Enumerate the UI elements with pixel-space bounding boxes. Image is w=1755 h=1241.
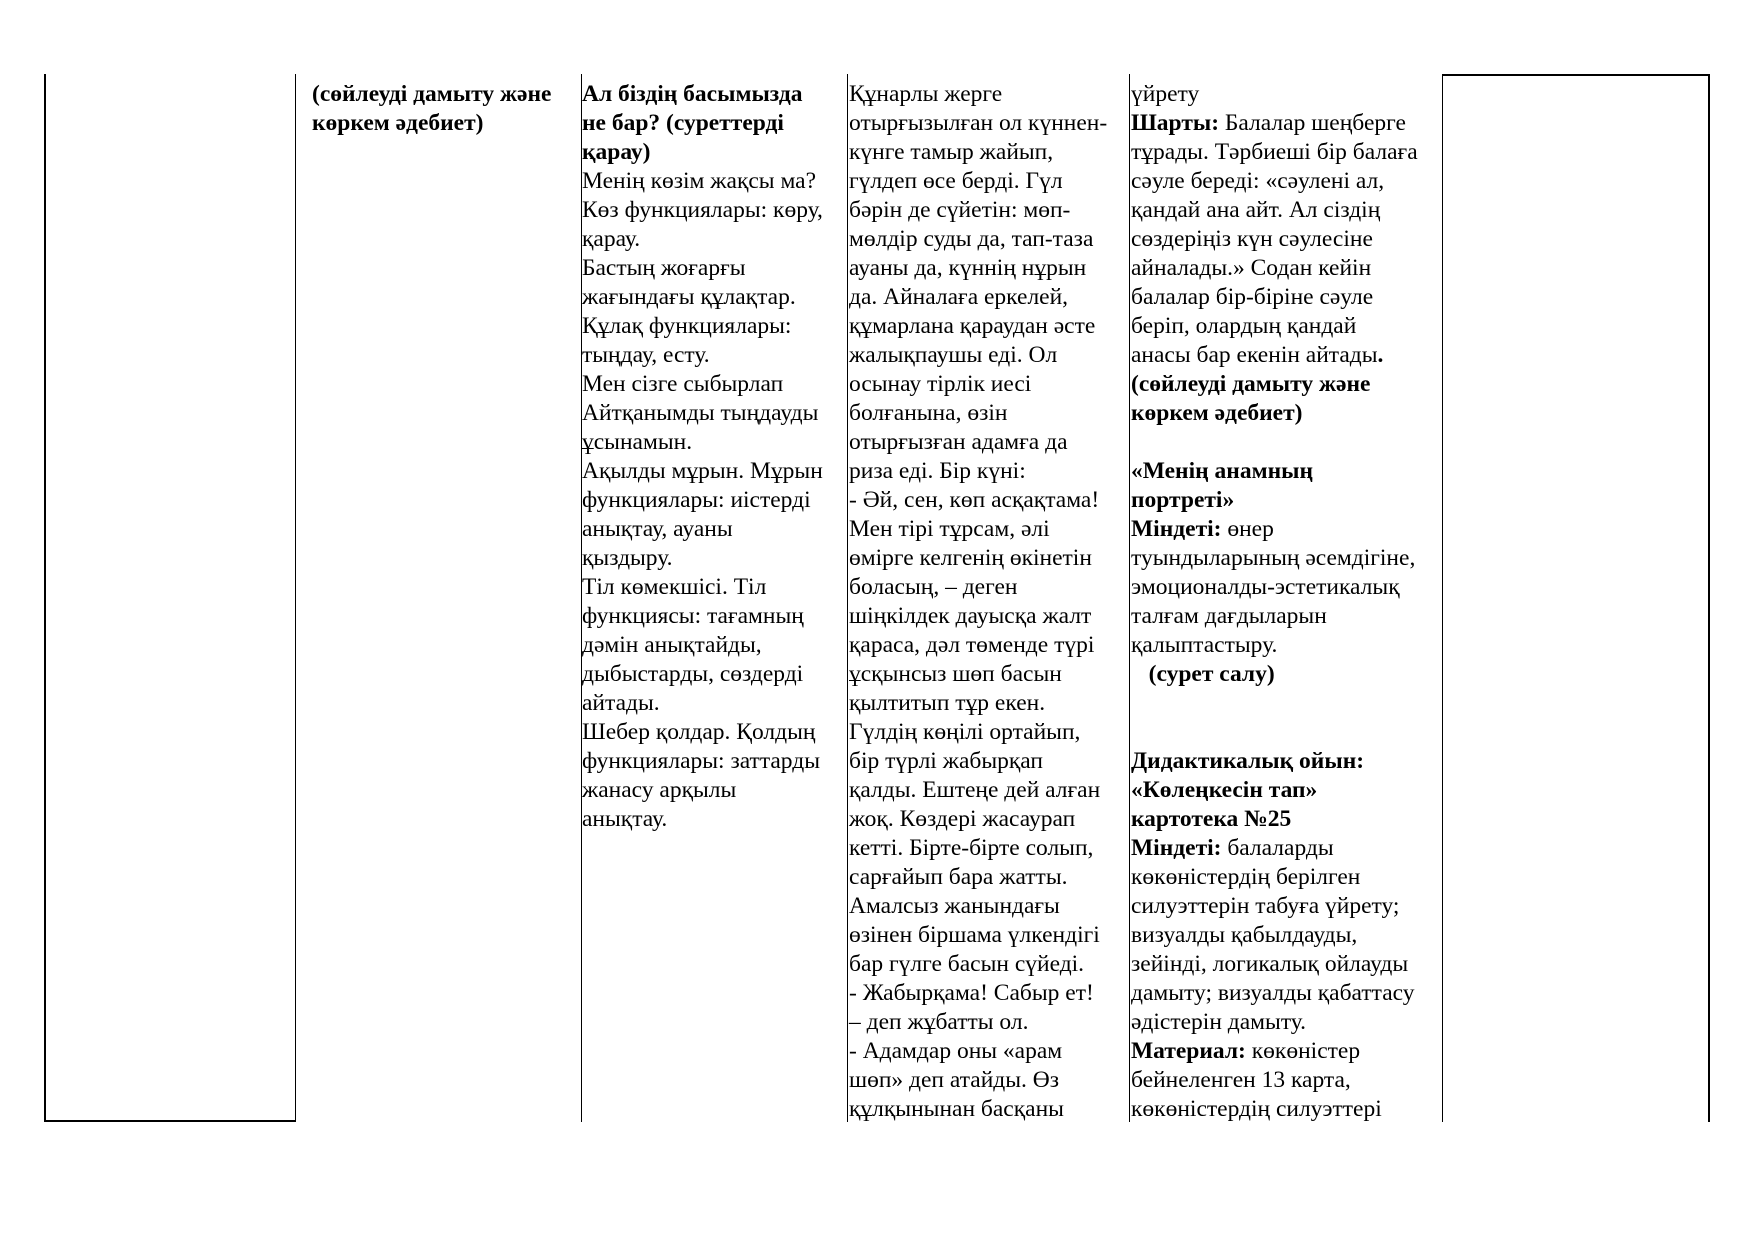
text-line: осынау тірлік иесі bbox=[849, 371, 1032, 397]
text-line: отырғызылған ол күннен- bbox=[849, 110, 1108, 136]
text-line: үйрету bbox=[1131, 81, 1200, 107]
text-line: Бастың жоғарғы bbox=[582, 255, 746, 281]
table-cell-games bbox=[1131, 80, 1418, 1124]
text-line: «Көлеңкесін тап» bbox=[1131, 777, 1318, 803]
text-run: анасы бар екенін айтады bbox=[1131, 342, 1378, 368]
text-line: қалды. Ештеңе дей алған bbox=[849, 777, 1101, 803]
text-line: гүлдеп өсе берді. Гүл bbox=[849, 168, 1063, 194]
text-line: Құлақ функциялары: bbox=[582, 313, 792, 339]
text-line: Мен тірі тұрсам, әлі bbox=[849, 516, 1050, 542]
text-line: Тіл көмекшісі. Тіл bbox=[582, 574, 767, 600]
text-line: бәрін де сүйетін: мөп- bbox=[849, 197, 1071, 223]
text-line: «Менің анамның bbox=[1131, 458, 1314, 484]
text-line: айтады. bbox=[582, 690, 660, 716]
table-cell-activity bbox=[582, 80, 823, 834]
text-line: ұсынамын. bbox=[582, 429, 693, 455]
text-line: картотека №25 bbox=[1131, 806, 1292, 832]
text-line: Амалсыз жанындағы bbox=[849, 893, 1060, 919]
text-line bbox=[1131, 109, 1418, 138]
text-line: құмарлана қараудан әсте bbox=[849, 313, 1096, 339]
text-line: көркем әдебиет) bbox=[312, 110, 484, 136]
text-line: Гүлдің көңілі ортайып, bbox=[849, 719, 1081, 745]
text-line: көкөністердің берілген bbox=[1131, 864, 1361, 890]
blank-line bbox=[1131, 428, 1418, 457]
text-line: визуалды қабылдауды, bbox=[1131, 922, 1358, 948]
text-line: кетті. Бірте-бірте солып, bbox=[849, 835, 1094, 861]
text-line bbox=[1131, 515, 1418, 544]
text-run: өнер bbox=[1221, 516, 1274, 542]
text-line: жоқ. Көздері жасаурап bbox=[849, 806, 1076, 832]
text-run: Міндеті: bbox=[1131, 516, 1222, 542]
text-line: – деп жұбатты ол. bbox=[849, 1009, 1029, 1035]
text-line: жағындағы құлақтар. bbox=[582, 284, 796, 310]
table-col-border-7 bbox=[1708, 74, 1710, 1122]
table-col-border-1 bbox=[44, 74, 46, 1122]
text-line bbox=[1131, 341, 1418, 370]
text-line: боласың, – деген bbox=[849, 574, 1018, 600]
table-top-border bbox=[1443, 74, 1709, 76]
text-line: жанасу арқылы bbox=[582, 777, 737, 803]
text-line: не бар? (суреттерді bbox=[582, 110, 784, 136]
text-run: Шарты: bbox=[1131, 110, 1220, 136]
text-line: беріп, олардың қандай bbox=[1131, 313, 1357, 339]
text-line: дыбыстарды, сөздерді bbox=[582, 661, 804, 687]
text-line: Көз функциялары: көру, bbox=[582, 197, 823, 223]
text-line: жалықпаушы еді. Ол bbox=[849, 342, 1058, 368]
text-line: дәмін анықтайды, bbox=[582, 632, 762, 658]
text-line: Айтқанымды тыңдауды bbox=[582, 400, 819, 426]
text-line: Ақылды мұрын. Мұрын bbox=[582, 458, 823, 484]
table-cell-story bbox=[849, 80, 1107, 1124]
text-line: Құнарлы жерге bbox=[849, 81, 1003, 107]
text-run: . bbox=[1377, 342, 1384, 368]
text-line: отырғызған адамға да bbox=[849, 429, 1068, 455]
text-line: тыңдау, есту. bbox=[582, 342, 710, 368]
text-line: функциясы: тағамның bbox=[582, 603, 804, 629]
text-line: мөлдір суды да, тап-таза bbox=[849, 226, 1094, 252]
text-line bbox=[1131, 1037, 1418, 1066]
text-line: тұрады. Тәрбиеші бір балаға bbox=[1131, 139, 1418, 165]
table-col-border-5 bbox=[1129, 74, 1130, 1122]
blank-line bbox=[1131, 689, 1418, 718]
text-line: талғам дағдыларын bbox=[1131, 603, 1327, 629]
text-line: функциялары: иістерді bbox=[582, 487, 811, 513]
text-run: Материал: bbox=[1131, 1038, 1246, 1064]
text-line: әдістерін дамыту. bbox=[1131, 1009, 1307, 1035]
text-run: Міндеті: bbox=[1131, 835, 1222, 861]
text-run: көкөністер bbox=[1245, 1038, 1361, 1064]
text-line: туындыларының әсемдігіне, bbox=[1131, 545, 1416, 571]
text-line: Ал біздің басымызда bbox=[582, 81, 803, 107]
text-line: қарау) bbox=[582, 139, 651, 165]
text-line: - Әй, сен, көп асқақтама! bbox=[849, 487, 1100, 513]
text-line: Дидактикалық ойын: bbox=[1131, 748, 1365, 774]
text-line: силуэттерін табуға үйрету; bbox=[1131, 893, 1400, 919]
text-line: күнге тамыр жайып, bbox=[849, 139, 1054, 165]
text-line: бейнеленген 13 карта, bbox=[1131, 1067, 1351, 1093]
text-line: портреті» bbox=[1131, 487, 1235, 513]
table-col-border-6 bbox=[1442, 74, 1443, 1122]
text-line: қарау. bbox=[582, 226, 641, 252]
text-line: қандай ана айт. Ал сіздің bbox=[1131, 197, 1381, 223]
text-line: - Адамдар оны «арам bbox=[849, 1038, 1063, 1064]
table-col-border-2 bbox=[295, 74, 296, 1122]
text-line: сарғайып бара жатты. bbox=[849, 864, 1068, 890]
text-line: зейінді, логикалық ойлауды bbox=[1131, 951, 1409, 977]
text-line: (сөйлеуді дамыту және bbox=[1131, 371, 1371, 397]
text-line: айналады.» Содан кейін bbox=[1131, 255, 1372, 281]
text-line: Шебер қолдар. Қолдың bbox=[582, 719, 816, 745]
text-line: Менің көзім жақсы ма? bbox=[582, 168, 817, 194]
text-line bbox=[1131, 834, 1418, 863]
text-line: сәуле береді: «сәулені ал, bbox=[1131, 168, 1385, 194]
text-line: - Жабырқама! Сабыр ет! bbox=[849, 980, 1094, 1006]
table-cell-subject bbox=[312, 80, 551, 138]
text-line: көкөністердің силуэттері bbox=[1131, 1096, 1382, 1122]
text-line: бар гүлге басын сүйеді. bbox=[849, 951, 1085, 977]
text-line: дамыту; визуалды қабаттасу bbox=[1131, 980, 1415, 1006]
text-line: да. Айналаға еркелей, bbox=[849, 284, 1069, 310]
text-line: эмоционалды-эстетикалық bbox=[1131, 574, 1400, 600]
text-line: шөп» деп атайды. Өз bbox=[849, 1067, 1060, 1093]
text-line: функциялары: заттарды bbox=[582, 748, 820, 774]
text-run: Балалар шеңберге bbox=[1219, 110, 1406, 136]
text-line: ауаны да, күннің нұрын bbox=[849, 255, 1087, 281]
table-bottom-border bbox=[44, 1120, 296, 1122]
blank-line bbox=[1131, 718, 1418, 747]
text-line: қыздыру. bbox=[582, 545, 673, 571]
text-line: құлқынынан басқаны bbox=[849, 1096, 1064, 1122]
text-line: риза еді. Бір күні: bbox=[849, 458, 1026, 484]
text-line: анықтау. bbox=[582, 806, 668, 832]
text-line: қылтитып тұр екен. bbox=[849, 690, 1046, 716]
text-line: өмірге келгенің өкінетін bbox=[849, 545, 1092, 571]
text-line: бір түрлі жабырқап bbox=[849, 748, 1043, 774]
text-run: балаларды bbox=[1221, 835, 1334, 861]
text-line: өзінен біршама үлкендігі bbox=[849, 922, 1100, 948]
text-line: балалар бір-біріне сәуле bbox=[1131, 284, 1374, 310]
text-line: (сөйлеуді дамыту және bbox=[312, 81, 552, 107]
text-line: шіңкілдек дауысқа жалт bbox=[849, 603, 1092, 629]
text-line: болғанына, өзін bbox=[849, 400, 1008, 426]
text-line: сөздеріңіз күн сәулесіне bbox=[1131, 226, 1373, 252]
text-line: Мен сізге сыбырлап bbox=[582, 371, 784, 397]
text-line: (сурет салу) bbox=[1131, 661, 1275, 687]
table-col-border-4 bbox=[847, 74, 848, 1122]
text-line: қалыптастыру. bbox=[1131, 632, 1278, 658]
text-line: анықтау, ауаны bbox=[582, 516, 733, 542]
text-line: ұсқынсыз шөп басын bbox=[849, 661, 1062, 687]
text-line: қараса, дәл төменде түрі bbox=[849, 632, 1095, 658]
text-line: көркем әдебиет) bbox=[1131, 400, 1303, 426]
